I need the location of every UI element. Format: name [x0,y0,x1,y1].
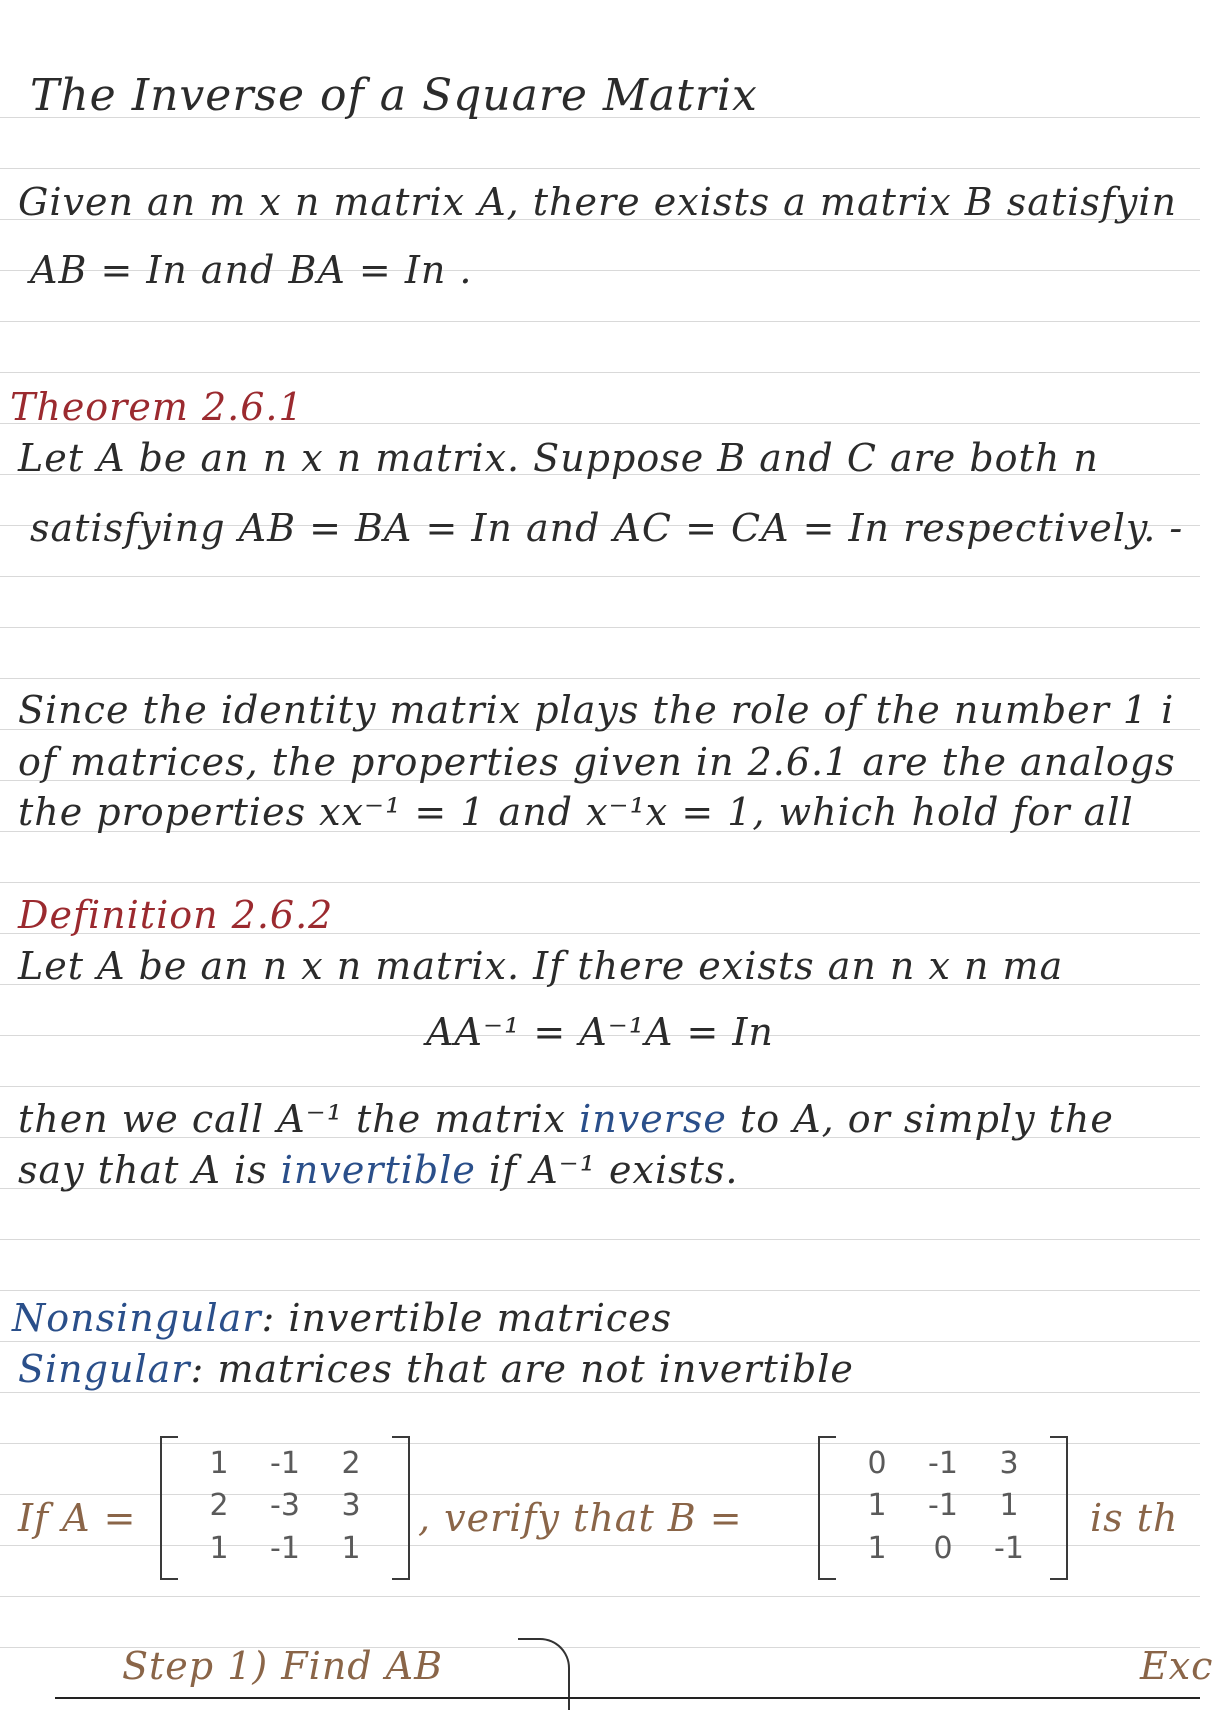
left-bracket [160,1436,178,1580]
nonsingular-line [12,1296,672,1340]
nonsingular-term: Nonsingular [12,1296,262,1340]
matrix-a-entry: 2 [209,1488,229,1524]
definition-line-1: Let A be an n x n matrix. If there exists an n x n ma [18,944,1064,988]
inverse-term: inverse [579,1097,727,1141]
page-title: The Inverse of a Square Matrix [30,70,758,121]
matrix-a-entry: -1 [270,1531,300,1567]
example-suffix: is th [1090,1496,1179,1540]
remark-line-3: the properties xx⁻¹ = 1 and x⁻¹x = 1, which hold for all [18,790,1134,834]
definition-line-3 [18,1148,738,1192]
nonsingular-definition: : invertible matrices [261,1296,673,1340]
theorem-line-1: Let A be an n x n matrix. Suppose B and C are both n [18,436,1099,480]
matrix-b-entry: -1 [928,1488,958,1524]
ruled-line [0,168,1200,169]
matrix-b-entry: 1 [999,1488,1019,1524]
intro-line-1: Given an m x n matrix A, there exists a matrix B satisfyin [18,180,1177,224]
matrix-a-entries [186,1442,384,1570]
remark-line-1: Since the identity matrix plays the role of the number 1 i [18,688,1175,732]
matrix-a-entry: 1 [209,1531,229,1567]
ruled-line [0,372,1200,373]
theorem-line-2: satisfying AB = BA = In and AC = CA = In respectively. - [30,506,1184,550]
invertible-term: invertible [280,1148,476,1192]
theorem-heading: Theorem 2.6.1 [10,385,304,429]
matrix-b-entry: 1 [867,1488,887,1524]
matrix-a-entry: -3 [270,1488,300,1524]
bottom-line [55,1697,1200,1699]
matrix-a [160,1436,410,1576]
ruled-line [0,882,1200,883]
matrix-a-entry: 3 [341,1488,361,1524]
ruled-line [0,1239,1200,1240]
matrix-b-entry: -1 [928,1445,958,1481]
ruled-line [0,1086,1200,1087]
matrix-b-entry: -1 [994,1531,1024,1567]
ruled-line [0,627,1200,628]
remark-line-2: of matrices, the properties given in 2.6.1 are the analogs [18,740,1176,784]
ruled-line [0,1392,1200,1393]
example-prefix: If A = [18,1496,137,1540]
matrix-b-entry: 0 [867,1445,887,1481]
ruled-line [0,1290,1200,1291]
matrix-b-entries [844,1442,1042,1570]
bracket-curl [518,1638,570,1710]
singular-term: Singular [18,1347,191,1391]
definition-line-3-text: say that A is [18,1148,281,1192]
ruled-line [0,678,1200,679]
matrix-b-entry: 3 [999,1445,1019,1481]
ruled-line [0,1341,1200,1342]
matrix-b-entry: 0 [933,1531,953,1567]
right-bracket [392,1436,410,1580]
matrix-a-entry: -1 [270,1445,300,1481]
right-bracket [1050,1436,1068,1580]
intro-line-2: AB = In and BA = In . [30,248,473,292]
matrix-a-entry: 2 [341,1445,361,1481]
step-1-label: Step 1) Find AB [122,1644,444,1688]
definition-line-2-text: then we call A⁻¹ the matrix [18,1097,580,1141]
matrix-b-entry: 1 [867,1531,887,1567]
definition-equation: AA⁻¹ = A⁻¹A = In [426,1010,774,1054]
matrix-b [818,1436,1068,1576]
ruled-line [0,321,1200,322]
example-middle: , verify that B = [418,1496,743,1540]
ruled-line [0,576,1200,577]
definition-line-2-tail: to A, or simply the [726,1097,1114,1141]
singular-line [18,1347,854,1391]
definition-line-3-tail: if A⁻¹ exists. [475,1148,739,1192]
definition-heading: Definition 2.6.2 [18,893,334,937]
ruled-line [0,1596,1200,1597]
matrix-a-entry: 1 [209,1445,229,1481]
corner-text: Exc [1140,1644,1213,1688]
definition-line-2 [18,1097,1114,1141]
left-bracket [818,1436,836,1580]
matrix-a-entry: 1 [341,1531,361,1567]
singular-definition: : matrices that are not invertible [190,1347,854,1391]
